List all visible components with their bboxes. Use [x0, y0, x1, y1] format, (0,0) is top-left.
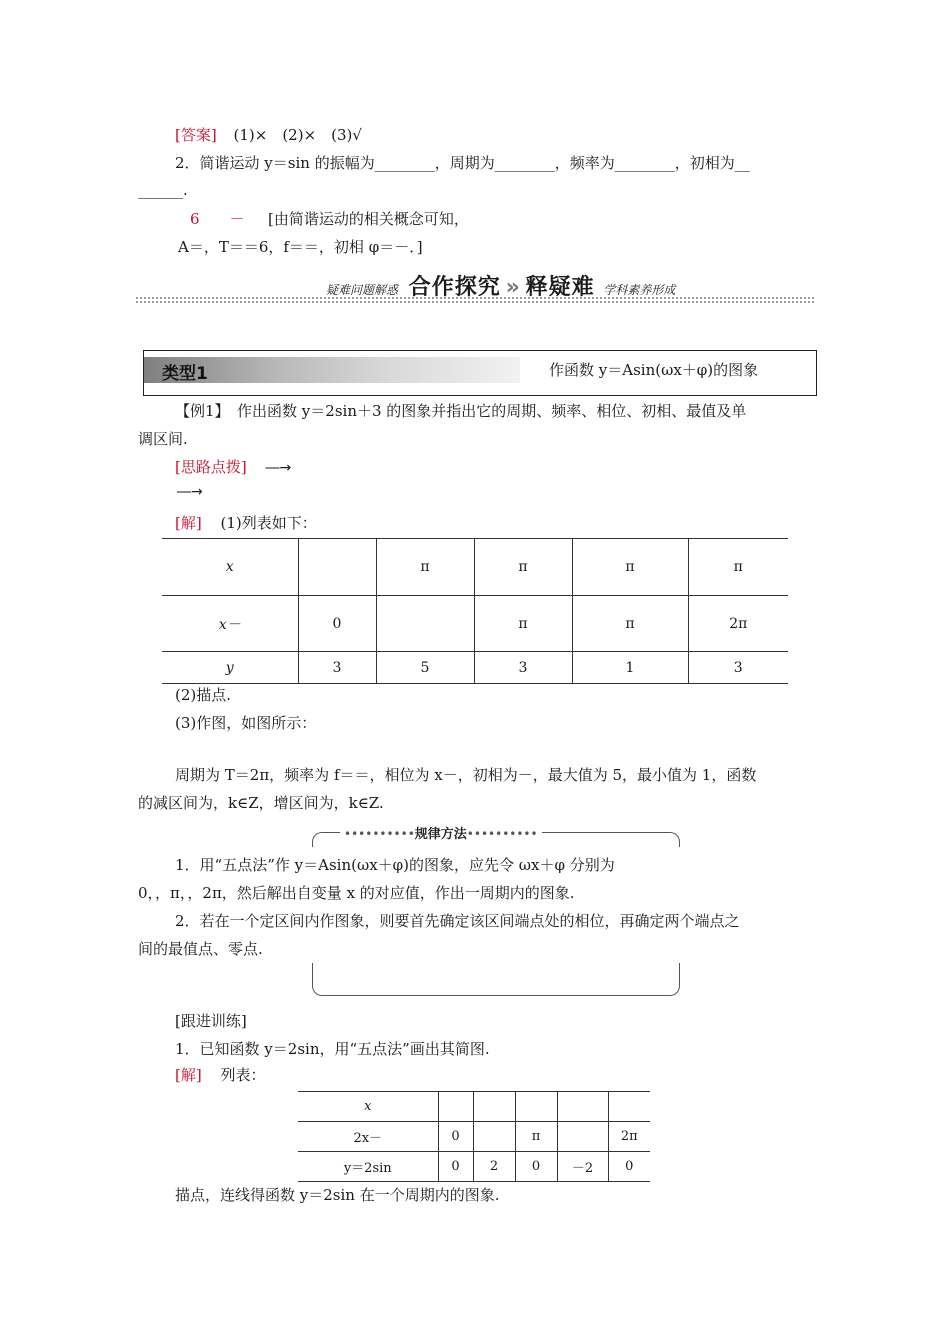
example1-line1: 【例1】 作出函数 y＝2sin＋3 的图象并指出它的周期、频率、相位、初相、最值及单 [175, 402, 747, 420]
answer-line [175, 124, 362, 145]
result-line1: 周期为 T＝2π，频率为 f＝＝，相位为 x－，初相为－，最大值为 5，最小值为 1，函数 [175, 766, 757, 784]
table-row [162, 539, 788, 596]
table-cell: 0 [298, 596, 376, 652]
table-cell: π [376, 539, 474, 596]
table-cell: 0 [438, 1152, 473, 1182]
table-cell: x [364, 1099, 372, 1114]
training-solution-text: 列表： [220, 1066, 266, 1084]
q2-answer-explain2: A＝，T＝＝6，f＝＝，初相 φ＝－．] [178, 238, 423, 256]
answer-items: (1)× (2)× (3)√ [233, 126, 362, 144]
solution-step2: (2)描点. [175, 686, 232, 704]
arrow-right-icon: ―→ [177, 484, 203, 500]
table-cell: 0 [608, 1152, 650, 1182]
table-cell: x－ [218, 616, 241, 633]
type-box [143, 350, 817, 396]
table-cell: 1 [572, 652, 688, 684]
method-label-text: 规律方法 [414, 827, 467, 842]
training-q1: 1．已知函数 y＝2sin，用“五点法”画出其简图. [175, 1040, 490, 1058]
hint-line [175, 456, 291, 477]
q2-answer-explain1: [由简谐运动的相关概念可知， [268, 210, 469, 228]
table-cell: 5 [376, 652, 474, 684]
table-row [298, 1152, 650, 1182]
banner-left-text: 疑难问题解惑 [326, 283, 399, 297]
table-cell [473, 1122, 515, 1152]
table-cell: y [225, 659, 234, 676]
solution-label: [解] [175, 514, 202, 532]
table-cell [298, 539, 376, 596]
table-cell: y＝2sin [343, 1161, 392, 1176]
method-label: ••••••••••规律方法•••••••••• [340, 823, 542, 842]
table-cell [515, 1092, 557, 1122]
banner-divider-top [136, 297, 814, 299]
table-row [162, 652, 788, 684]
arrow-right-icon: ―→ [265, 460, 292, 476]
table-cell: x [225, 559, 234, 575]
q2-answer-values: 6 － [190, 210, 245, 228]
double-chevron-icon: » [505, 275, 521, 300]
banner-title2: 释疑难 [525, 275, 595, 300]
table-cell: 2π [688, 596, 788, 652]
table-cell: 0 [438, 1122, 473, 1152]
table-cell: π [572, 539, 688, 596]
table-cell [376, 596, 474, 652]
solution-line [175, 512, 317, 533]
solution-step1: (1)列表如下： [220, 514, 317, 532]
method-box-bottom [312, 963, 680, 996]
table-cell: 2x－ [353, 1131, 383, 1146]
training-solution-line [175, 1064, 266, 1085]
table-cell: 3 [298, 652, 376, 684]
banner-divider-bottom [136, 301, 814, 303]
table-cell: 3 [688, 652, 788, 684]
q2-line2: ______. [138, 181, 188, 199]
example1-line2: 调区间. [138, 430, 188, 448]
table-cell [473, 1092, 515, 1122]
table-cell [438, 1092, 473, 1122]
training-label: [跟进训练] [175, 1012, 247, 1030]
training-table [298, 1091, 650, 1182]
table-cell: 0 [515, 1152, 557, 1182]
table-row [162, 596, 788, 652]
answer-label: [答案] [175, 126, 217, 144]
method-p2-line2: 间的最值点、零点. [138, 940, 263, 958]
table-cell: π [515, 1122, 557, 1152]
table-cell [608, 1092, 650, 1122]
solution-step3: (3)作图，如图所示： [175, 714, 317, 732]
banner-right-text: 学科素养形成 [603, 283, 676, 297]
method-p1-line1: 1．用“五点法”作 y＝Asin(ωx＋φ)的图象，应先令 ωx＋φ 分别为 [175, 856, 615, 874]
table-cell: 2π [608, 1122, 650, 1152]
table-cell: π [474, 539, 572, 596]
method-p1-line2: 0，，π，，2π，然后解出自变量 x 的对应值，作出一周期内的图象. [138, 884, 575, 902]
training-solution-label: [解] [175, 1066, 202, 1084]
hint-label: [思路点拨] [175, 458, 247, 476]
table-cell [557, 1092, 608, 1122]
type-tag-label: 类型1 [162, 364, 208, 384]
table-cell: 2 [473, 1152, 515, 1182]
table-row [298, 1092, 650, 1122]
q2-line1: 2．简谐运动 y＝sin 的振幅为________，周期为________，频率为________，初相为__ [175, 154, 750, 172]
table-cell: 3 [474, 652, 572, 684]
table-cell: π [688, 539, 788, 596]
method-p2-line1: 2．若在一个定区间内作图象，则要首先确定该区间端点处的相位，再确定两个端点之 [175, 912, 740, 930]
table-cell [557, 1122, 608, 1152]
type-title: 作函数 y＝Asin(ωx＋φ)的图象 [549, 361, 759, 379]
type-tag [144, 357, 520, 383]
table-cell: π [572, 596, 688, 652]
value-table [162, 538, 788, 684]
banner-title: 合作探究 [408, 275, 501, 300]
training-conclusion: 描点，连线得函数 y＝2sin 在一个周期内的图象. [175, 1186, 500, 1204]
table-row [298, 1122, 650, 1152]
table-cell: －2 [557, 1152, 608, 1182]
table-cell: π [474, 596, 572, 652]
result-line2: 的减区间为，k∈Z，增区间为，k∈Z. [138, 794, 384, 812]
